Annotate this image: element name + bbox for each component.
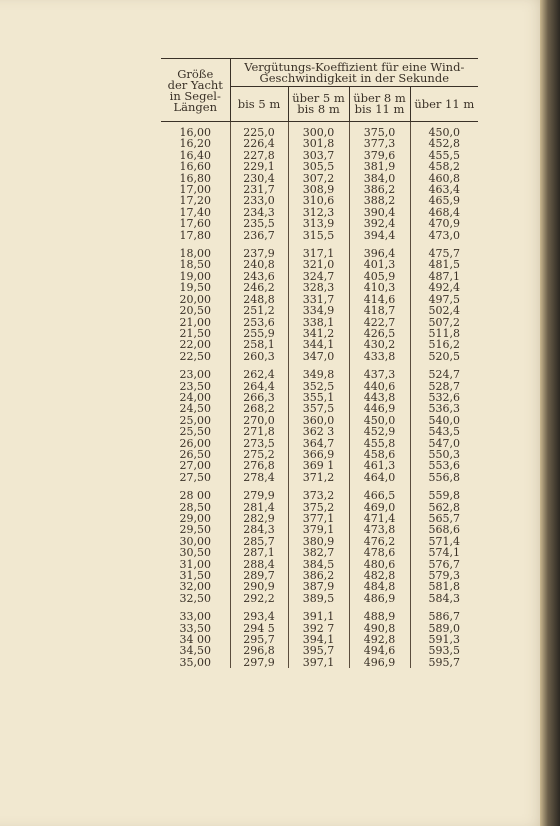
yacht-length-cell: 17,40 xyxy=(179,205,211,219)
coefficient-cell: 251,2 xyxy=(230,305,288,316)
coefficient-cell: 295,7 xyxy=(230,634,288,645)
coefficient-cell: 473,8 xyxy=(349,524,410,535)
coefficient-cell: 288,4 xyxy=(230,559,288,570)
coefficient-cell: 375,2 xyxy=(288,502,349,513)
coefficient-cell: 262,4 xyxy=(230,369,288,380)
coefficient-cell: 234,3 xyxy=(230,207,288,218)
yacht-length-cell: 31,50 xyxy=(179,569,211,583)
coefficient-cell: 460,8 xyxy=(410,173,478,184)
coefficient-cell: 547,0 xyxy=(410,438,478,449)
coefficient-cell: 455,8 xyxy=(349,438,410,449)
coefficient-cell: 246,2 xyxy=(230,282,288,293)
yacht-length-cell: 22,00 xyxy=(179,338,211,352)
coefficient-cell: 338,1 xyxy=(288,317,349,328)
coefficient-cell: 303,7 xyxy=(288,150,349,161)
table-row xyxy=(161,472,478,483)
coefficient-cell: 571,4 xyxy=(410,536,478,547)
table-row xyxy=(161,490,478,501)
yacht-length-cell: 21,50 xyxy=(179,326,211,340)
table-row xyxy=(161,657,478,668)
coefficient-cell: 458,6 xyxy=(349,449,410,460)
table-row xyxy=(161,339,478,350)
coefficient-cell: 450,0 xyxy=(349,415,410,426)
coefficient-cell: 285,7 xyxy=(230,536,288,547)
coefficient-cell: 235,5 xyxy=(230,218,288,229)
coefficient-cell: 379,1 xyxy=(288,524,349,535)
yacht-length-cell: 28,50 xyxy=(179,500,211,514)
coefficient-cell: 433,8 xyxy=(349,351,410,362)
coefficient-cell: 475,7 xyxy=(410,248,478,259)
coefficient-cell: 486,9 xyxy=(349,593,410,604)
coefficient-cell: 520,5 xyxy=(410,351,478,362)
coefficient-cell: 331,7 xyxy=(288,294,349,305)
coefficient-cell: 470,9 xyxy=(410,218,478,229)
coefficient-cell: 430,2 xyxy=(349,339,410,350)
coefficient-cell: 236,7 xyxy=(230,230,288,241)
coefficient-cell: 581,8 xyxy=(410,581,478,592)
coefficient-cell: 540,0 xyxy=(410,415,478,426)
coefficient-cell: 276,8 xyxy=(230,460,288,471)
coefficient-cell: 313,9 xyxy=(288,218,349,229)
coefficient-cell: 468,4 xyxy=(410,207,478,218)
coefficient-cell: 381,9 xyxy=(349,161,410,172)
coefficient-cell: 334,9 xyxy=(288,305,349,316)
yacht-length-cell: 16,80 xyxy=(179,171,211,185)
coefficient-cell: 395,7 xyxy=(288,645,349,656)
yacht-length-cell: 32,00 xyxy=(179,580,211,594)
coefficient-cell: 410,3 xyxy=(349,282,410,293)
coefficient-cell: 391,1 xyxy=(288,611,349,622)
coefficient-cell: 344,1 xyxy=(288,339,349,350)
coefficient-cell: 287,1 xyxy=(230,547,288,558)
coefficient-cell: 507,2 xyxy=(410,317,478,328)
coefficient-cell: 227,8 xyxy=(230,150,288,161)
coefficient-cell: 484,8 xyxy=(349,581,410,592)
coefficient-cell: 275,2 xyxy=(230,449,288,460)
yacht-length-cell: 21,00 xyxy=(179,315,211,329)
yacht-length-cell: 25,00 xyxy=(179,413,211,427)
coefficient-cell: 305,5 xyxy=(288,161,349,172)
coefficient-cell: 593,5 xyxy=(410,645,478,656)
header-up-to-5m: bis 5 m xyxy=(230,87,288,122)
yacht-length-cell: 23,50 xyxy=(179,379,211,393)
yacht-length-cell: 33,00 xyxy=(179,610,211,624)
coefficient-cell: 352,5 xyxy=(288,381,349,392)
table-row xyxy=(161,161,478,172)
coefficient-cell: 349,8 xyxy=(288,369,349,380)
yacht-length-cell: 16,60 xyxy=(179,160,211,174)
coefficient-cell: 389,5 xyxy=(288,593,349,604)
yacht-length-cell: 17,60 xyxy=(179,217,211,231)
coefficient-cell: 293,4 xyxy=(230,611,288,622)
coefficient-cell: 237,9 xyxy=(230,248,288,259)
coefficient-cell: 297,9 xyxy=(230,657,288,668)
coefficient-cell: 487,1 xyxy=(410,271,478,282)
coefficient-cell: 461,3 xyxy=(349,460,410,471)
yacht-length-cell: 26,50 xyxy=(179,447,211,461)
coefficient-cell: 591,3 xyxy=(410,634,478,645)
yacht-length-cell: 35,00 xyxy=(179,655,211,669)
coefficient-cell: 390,4 xyxy=(349,207,410,218)
coefficient-cell: 253,6 xyxy=(230,317,288,328)
table-row xyxy=(161,547,478,558)
coefficient-cell: 292,2 xyxy=(230,593,288,604)
coefficient-cell: 317,1 xyxy=(288,248,349,259)
coefficient-cell: 266,3 xyxy=(230,392,288,403)
coefficient-cell: 497,5 xyxy=(410,294,478,305)
coefficient-cell: 284,3 xyxy=(230,524,288,535)
coefficient-cell: 380,9 xyxy=(288,536,349,547)
yacht-length-cell: 18,00 xyxy=(179,247,211,261)
yacht-length-cell: 30,00 xyxy=(179,534,211,548)
coefficient-cell: 394,1 xyxy=(288,634,349,645)
coefficient-cell: 260,3 xyxy=(230,351,288,362)
coefficient-cell: 511,8 xyxy=(410,328,478,339)
coefficient-cell: 341,2 xyxy=(288,328,349,339)
coefficient-cell: 290,9 xyxy=(230,581,288,592)
coefficient-cell: 229,1 xyxy=(230,161,288,172)
coefficient-cell: 478,6 xyxy=(349,547,410,558)
coefficient-cell: 289,7 xyxy=(230,570,288,581)
coefficient-cell: 273,5 xyxy=(230,438,288,449)
coefficient-cell: 524,7 xyxy=(410,369,478,380)
coefficient-cell: 586,7 xyxy=(410,611,478,622)
coefficient-cell: 463,4 xyxy=(410,184,478,195)
table-row xyxy=(161,282,478,293)
coefficient-cell: 579,3 xyxy=(410,570,478,581)
coefficient-cell: 312,3 xyxy=(288,207,349,218)
coefficient-cell: 282,9 xyxy=(230,513,288,524)
table-row xyxy=(161,351,478,362)
coefficient-cell: 379,6 xyxy=(349,150,410,161)
yacht-length-cell: 19,50 xyxy=(179,281,211,295)
coefficient-cell: 466,5 xyxy=(349,490,410,501)
coefficient-cell: 377,3 xyxy=(349,138,410,149)
coefficient-cell: 553,6 xyxy=(410,460,478,471)
coefficient-cell: 426,5 xyxy=(349,328,410,339)
coefficient-cell: 401,3 xyxy=(349,259,410,270)
coefficient-cell: 321,0 xyxy=(288,259,349,270)
coefficient-cell: 595,7 xyxy=(410,657,478,668)
coefficient-cell: 296,8 xyxy=(230,645,288,656)
coefficient-cell: 255,9 xyxy=(230,328,288,339)
coefficient-cell: 464,0 xyxy=(349,472,410,483)
yacht-length-cell: 20,50 xyxy=(179,304,211,318)
yacht-length-cell: 32,50 xyxy=(179,591,211,605)
coefficient-cell: 233,0 xyxy=(230,195,288,206)
yacht-length-cell: 34,50 xyxy=(179,644,211,658)
coefficient-cell: 418,7 xyxy=(349,305,410,316)
coefficient-cell: 386,2 xyxy=(349,184,410,195)
coefficient-cell: 576,7 xyxy=(410,559,478,570)
coefficient-cell: 481,5 xyxy=(410,259,478,270)
coefficient-cell: 550,3 xyxy=(410,449,478,460)
coefficient-cell: 387,9 xyxy=(288,581,349,592)
yacht-length-cell: 33,50 xyxy=(179,621,211,635)
coefficient-cell: 364,7 xyxy=(288,438,349,449)
yacht-length-cell: 25,50 xyxy=(179,425,211,439)
header-5-to-8m: über 5 m bis 8 m xyxy=(288,87,349,122)
coefficient-cell: 369 1 xyxy=(288,460,349,471)
coefficient-cell: 469,0 xyxy=(349,502,410,513)
yacht-length-cell: 20,00 xyxy=(179,292,211,306)
coefficient-cell: 315,5 xyxy=(288,230,349,241)
yacht-length-cell: 16,20 xyxy=(179,137,211,151)
coefficient-cell: 556,8 xyxy=(410,472,478,483)
table-row xyxy=(161,426,478,437)
table-body xyxy=(161,122,478,669)
coefficient-cell: 386,2 xyxy=(288,570,349,581)
coefficient-cell: 347,0 xyxy=(288,351,349,362)
coefficient-cell: 388,2 xyxy=(349,195,410,206)
coefficient-cell: 437,3 xyxy=(349,369,410,380)
coefficient-cell: 281,4 xyxy=(230,502,288,513)
yacht-length-cell: 27,00 xyxy=(179,459,211,473)
yacht-length-cell: 34 00 xyxy=(179,633,211,647)
coefficient-cell: 452,8 xyxy=(410,138,478,149)
coefficient-cell: 559,8 xyxy=(410,490,478,501)
coefficient-cell: 396,4 xyxy=(349,248,410,259)
coefficient-cell: 397,1 xyxy=(288,657,349,668)
coefficient-cell: 366,9 xyxy=(288,449,349,460)
coefficient-cell: 231,7 xyxy=(230,184,288,195)
table-row xyxy=(161,593,478,604)
coefficient-cell: 471,4 xyxy=(349,513,410,524)
coefficient-cell: 584,3 xyxy=(410,593,478,604)
coefficient-cell: 440,6 xyxy=(349,381,410,392)
yacht-length-cell: 23,00 xyxy=(179,368,211,382)
coefficient-cell: 574,1 xyxy=(410,547,478,558)
yacht-length-cell: 24,00 xyxy=(179,390,211,404)
coefficient-cell: 392 7 xyxy=(288,623,349,634)
yacht-length-cell: 17,80 xyxy=(179,228,211,242)
coefficient-cell: 362 3 xyxy=(288,426,349,437)
coefficient-cell: 382,7 xyxy=(288,547,349,558)
coefficient-cell: 226,4 xyxy=(230,138,288,149)
header-coefficient-group: Vergütungs-Koeffizient für eine Wind- Geschwindigkeit in der Sekunde xyxy=(230,59,478,87)
yacht-length-cell: 31,00 xyxy=(179,557,211,571)
yacht-length-cell: 18,50 xyxy=(179,258,211,272)
yacht-length-cell: 28 00 xyxy=(179,489,211,503)
coefficient-cell: 373,2 xyxy=(288,490,349,501)
coefficient-cell: 248,8 xyxy=(230,294,288,305)
coefficient-table xyxy=(161,58,478,668)
coefficient-cell: 355,1 xyxy=(288,392,349,403)
coefficient-cell: 240,8 xyxy=(230,259,288,270)
coefficient-cell: 496,9 xyxy=(349,657,410,668)
coefficient-cell: 414,6 xyxy=(349,294,410,305)
coefficient-cell: 258,1 xyxy=(230,339,288,350)
coefficient-cell: 307,2 xyxy=(288,173,349,184)
coefficient-cell: 243,6 xyxy=(230,271,288,282)
coefficient-cell: 394,4 xyxy=(349,230,410,241)
coefficient-cell: 476,2 xyxy=(349,536,410,547)
coefficient-cell: 589,0 xyxy=(410,623,478,634)
coefficient-cell: 308,9 xyxy=(288,184,349,195)
coefficient-cell: 422,7 xyxy=(349,317,410,328)
coefficient-cell: 230,4 xyxy=(230,173,288,184)
coefficient-cell: 270,0 xyxy=(230,415,288,426)
coefficient-cell: 568,6 xyxy=(410,524,478,535)
header-yacht-size: Größe der Yacht in Segel- Längen xyxy=(161,59,230,122)
table-row xyxy=(161,611,478,622)
table-row xyxy=(161,305,478,316)
coefficient-cell: 458,2 xyxy=(410,161,478,172)
coefficient-cell: 279,9 xyxy=(230,490,288,501)
coefficient-cell: 492,4 xyxy=(410,282,478,293)
coefficient-cell: 443,8 xyxy=(349,392,410,403)
header-8-to-11m: über 8 m bis 11 m xyxy=(349,87,410,122)
yacht-length-cell: 26,00 xyxy=(179,436,211,450)
coefficient-cell: 375,0 xyxy=(349,122,410,139)
yacht-length-cell: 22,50 xyxy=(179,349,211,363)
coefficient-cell: 502,4 xyxy=(410,305,478,316)
coefficient-cell: 264,4 xyxy=(230,381,288,392)
coefficient-cell: 492,8 xyxy=(349,634,410,645)
coefficient-cell: 473,0 xyxy=(410,230,478,241)
coefficient-cell: 543,5 xyxy=(410,426,478,437)
coefficient-cell: 225,0 xyxy=(230,122,288,139)
header-over-11m: über 11 m xyxy=(410,87,478,122)
coefficient-cell: 446,9 xyxy=(349,403,410,414)
coefficient-cell: 565,7 xyxy=(410,513,478,524)
book-spine xyxy=(540,0,560,826)
coefficient-cell: 452,9 xyxy=(349,426,410,437)
coefficient-cell: 324,7 xyxy=(288,271,349,282)
yacht-length-cell: 19,00 xyxy=(179,269,211,283)
yacht-length-cell: 30,50 xyxy=(179,546,211,560)
table-row xyxy=(161,218,478,229)
coefficient-cell: 384,0 xyxy=(349,173,410,184)
coefficient-cell: 482,8 xyxy=(349,570,410,581)
coefficient-cell: 494,6 xyxy=(349,645,410,656)
coefficient-cell: 532,6 xyxy=(410,392,478,403)
coefficient-cell: 490,8 xyxy=(349,623,410,634)
yacht-length-cell: 29,50 xyxy=(179,523,211,537)
coefficient-cell: 278,4 xyxy=(230,472,288,483)
table-row xyxy=(161,369,478,380)
coefficient-cell: 268,2 xyxy=(230,403,288,414)
coefficient-cell: 405,9 xyxy=(349,271,410,282)
coefficient-cell: 562,8 xyxy=(410,502,478,513)
coefficient-cell: 357,5 xyxy=(288,403,349,414)
yacht-length-cell: 17,20 xyxy=(179,194,211,208)
coefficient-cell: 328,3 xyxy=(288,282,349,293)
coefficient-cell: 392,4 xyxy=(349,218,410,229)
coefficient-cell: 300,0 xyxy=(288,122,349,139)
yacht-length-cell: 27,50 xyxy=(179,470,211,484)
coefficient-cell: 488,9 xyxy=(349,611,410,622)
coefficient-cell: 310,6 xyxy=(288,195,349,206)
coefficient-cell: 455,5 xyxy=(410,150,478,161)
coefficient-cell: 450,0 xyxy=(410,122,478,139)
coefficient-cell: 301,8 xyxy=(288,138,349,149)
yacht-length-cell: 16,00 xyxy=(179,126,211,139)
coefficient-cell: 536,3 xyxy=(410,403,478,414)
yacht-length-cell: 17,00 xyxy=(179,183,211,197)
coefficient-cell: 360,0 xyxy=(288,415,349,426)
yacht-length-cell: 24,50 xyxy=(179,402,211,416)
coefficient-cell: 377,1 xyxy=(288,513,349,524)
yacht-length-cell: 29,00 xyxy=(179,512,211,525)
yacht-length-cell: 16,40 xyxy=(179,148,211,162)
coefficient-cell: 384,5 xyxy=(288,559,349,570)
table-row xyxy=(161,122,478,139)
coefficient-cell: 371,2 xyxy=(288,472,349,483)
coefficient-cell: 465,9 xyxy=(410,195,478,206)
coefficient-cell: 294 5 xyxy=(230,623,288,634)
coefficient-cell: 271,8 xyxy=(230,426,288,437)
coefficient-cell: 528,7 xyxy=(410,381,478,392)
coefficient-cell: 480,6 xyxy=(349,559,410,570)
table-row xyxy=(161,230,478,241)
coefficient-cell: 516,2 xyxy=(410,339,478,350)
